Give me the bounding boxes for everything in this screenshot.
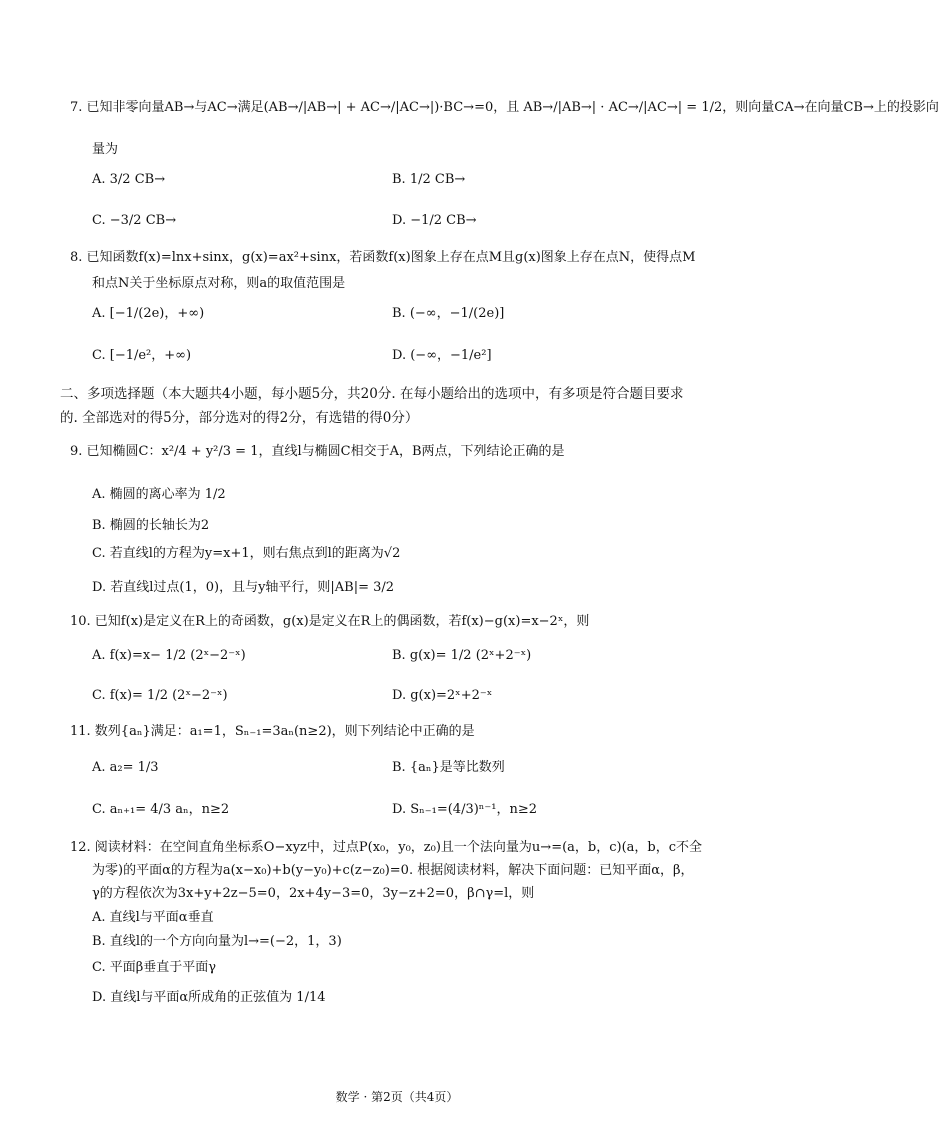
q10-option-c: C. f(x)= 1/2 (2ˣ−2⁻ˣ) [92,688,228,703]
q7-option-d: D. −1/2 CB→ [392,213,477,228]
q12-option-d: D. 直线l与平面α所成角的正弦值为 1/14 [92,990,326,1005]
q11-option-d: D. Sₙ₋₁=(4/3)ⁿ⁻¹，n≥2 [392,802,538,817]
q11-line1: 11. 数列{aₙ}满足：a₁=1，Sₙ₋₁=3aₙ(n≥2)，则下列结论中正确的是 [70,724,475,739]
q12-line1: 12. 阅读材料：在空间直角坐标系O−xyz中，过点P(x₀，y₀，z₀)且一个法向量为u→=(a，b，c)(a，b，c不全 [70,840,703,855]
section-heading-2: 的. 全部选对的得5分，部分选对的得2分，有选错的得0分） [60,410,419,426]
q11-option-c: C. aₙ₊₁= 4/3 aₙ，n≥2 [92,802,230,817]
q12-option-c: C. 平面β垂直于平面γ [92,960,217,975]
q8-option-d: D. (−∞，−1/e²] [392,348,492,363]
q9-option-c: C. 若直线l的方程为y=x+1，则右焦点到l的距离为√2 [92,546,401,561]
q8-option-a: A. [−1/(2e)，+∞) [92,306,205,321]
q8-line1: 8. 已知函数f(x)=lnx+sinx，g(x)=ax²+sinx，若函数f(x)图象上存在点M且g(x)图象上存在点N，使得点M [70,250,696,265]
section-heading: 二、多项选择题（本大题共4小题，每小题5分，共20分. 在每小题给出的选项中，有多项是符合题目要求 [60,386,684,402]
q9-option-d: D. 若直线l过点(1，0)，且与y轴平行，则|AB|= 3/2 [92,580,395,595]
q10-option-a: A. f(x)=x− 1/2 (2ˣ−2⁻ˣ) [92,648,246,663]
q12-option-a: A. 直线l与平面α垂直 [92,910,214,925]
q7-line2: 量为 [92,142,119,157]
q7-option-c: C. −3/2 CB→ [92,213,177,228]
q10-option-d: D. g(x)=2ˣ+2⁻ˣ [392,688,493,703]
q7-line1: 7. 已知非零向量AB→与AC→满足(AB→/|AB→| + AC→/|AC→|)·BC→=0，且 AB→/|AB→| · AC→/|AC→| = 1/2，则向量CA→在向量CB→上的投影向 [70,100,939,115]
q10-option-b: B. g(x)= 1/2 (2ˣ+2⁻ˣ) [392,648,532,663]
q12-line2: 为零)的平面α的方程为a(x−x₀)+b(y−y₀)+c(z−z₀)=0. 根据阅读材料，解决下面问题：已知平面α，β， [92,863,694,878]
q9-line1: 9. 已知椭圆C：x²/4 + y²/3 = 1，直线l与椭圆C相交于A，B两点，下列结论正确的是 [70,444,565,459]
q8-option-b: B. (−∞，−1/(2e)] [392,306,505,321]
q11-option-b: B. {aₙ}是等比数列 [392,760,505,775]
q10-line1: 10. 已知f(x)是定义在R上的奇函数，g(x)是定义在R上的偶函数，若f(x)−g(x)=x−2ˣ，则 [70,614,590,629]
q12-line3: γ的方程依次为3x+y+2z−5=0，2x+4y−3=0，3y−z+2=0，β∩γ=l，则 [92,886,535,901]
q7-option-b: B. 1/2 CB→ [392,172,466,187]
q12-option-b: B. 直线l的一个方向向量为l→=(−2，1，3) [92,934,342,949]
q9-option-a: A. 椭圆的离心率为 1/2 [92,487,226,502]
q9-option-b: B. 椭圆的长轴长为2 [92,518,210,533]
q11-option-a: A. a₂= 1/3 [92,760,159,775]
q8-option-c: C. [−1/e²，+∞) [92,348,192,363]
q8-line2: 和点N关于坐标原点对称，则a的取值范围是 [92,276,346,291]
q7-option-a: A. 3/2 CB→ [92,172,166,187]
page-footer: 数学 · 第2页（共4页） [335,1090,459,1104]
